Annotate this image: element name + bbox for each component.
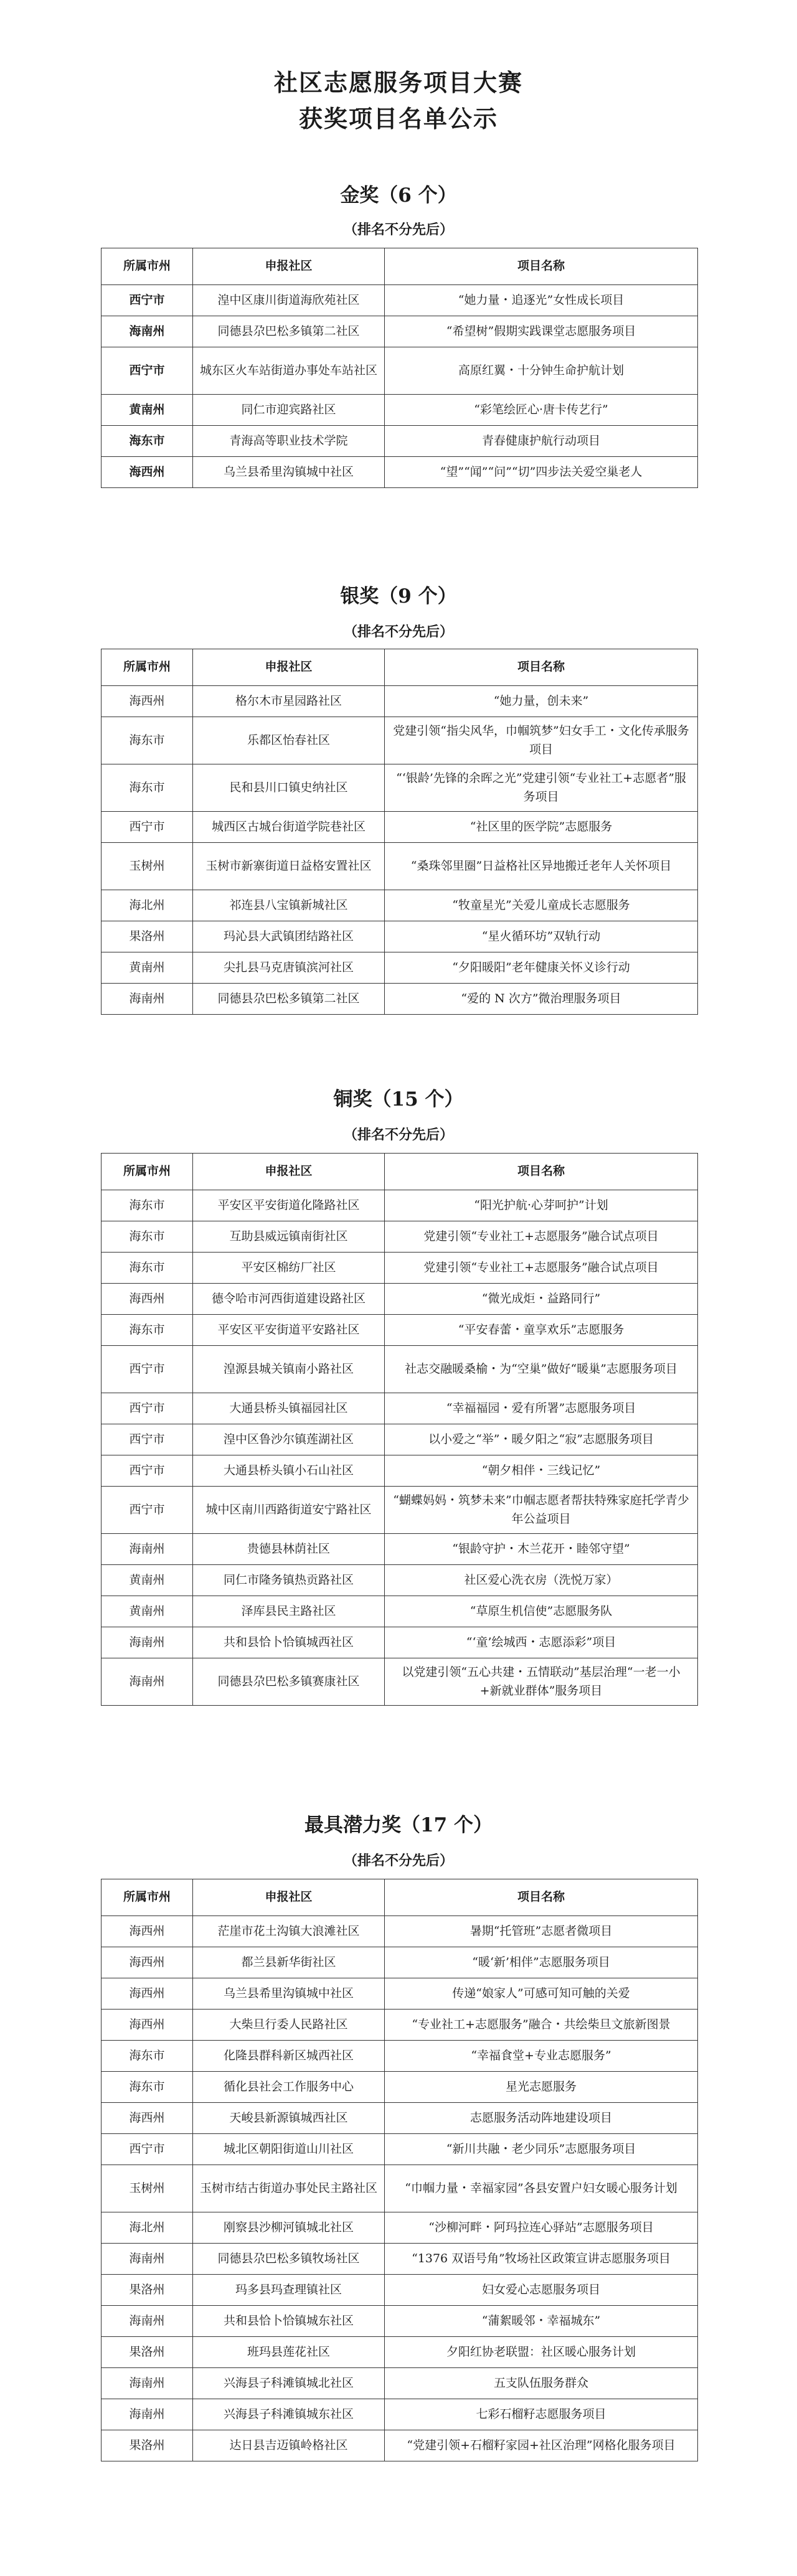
table-row	[101, 2399, 698, 2430]
cell-community: 茫崖市花土沟镇大浪滩社区	[193, 1916, 385, 1947]
cell-community: 城东区火车站街道办事处车站社区	[193, 347, 385, 395]
cell-city: 海东市	[101, 1315, 193, 1346]
table-row	[101, 426, 698, 457]
cell-project: “夕阳暖阳”老年健康关怀义诊行动	[385, 952, 698, 984]
cell-community: 平安区平安街道化隆路社区	[193, 1190, 385, 1221]
cell-project: 社志交融暖桑榆・为“空巢”做好“暖巢”志愿服务项目	[385, 1346, 698, 1393]
cell-community: 同仁市迎宾路社区	[193, 395, 385, 426]
table-row	[101, 1978, 698, 2010]
table-row	[101, 2244, 698, 2275]
cell-city: 西宁市	[101, 812, 193, 843]
table-row	[101, 1253, 698, 1284]
cell-community: 玛沁县大武镇团结路社区	[193, 921, 385, 952]
cell-community: 同德县尕巴松多镇牧场社区	[193, 2244, 385, 2275]
cell-project: 星光志愿服务	[385, 2072, 698, 2103]
cell-project: “爱的 N 次方”微治理服务项目	[385, 984, 698, 1015]
cell-city: 果洛州	[101, 2337, 193, 2368]
table-row	[101, 2134, 698, 2165]
cell-project: “牧童星光”关爱儿童成长志愿服务	[385, 890, 698, 921]
cell-project: 妇女爱心志愿服务项目	[385, 2275, 698, 2306]
cell-city: 玉树州	[101, 2165, 193, 2212]
header-city: 所属市州	[101, 1879, 193, 1916]
cell-community: 湟中区康川街道海欣苑社区	[193, 285, 385, 316]
cell-project: “她力量，创未来”	[385, 686, 698, 717]
cell-city: 西宁市	[101, 1455, 193, 1487]
cell-city: 海南州	[101, 1658, 193, 1706]
cell-community: 同德县尕巴松多镇赛康社区	[193, 1658, 385, 1706]
table-row	[101, 1947, 698, 1978]
cell-project: “星火循环坊”双轨行动	[385, 921, 698, 952]
cell-city: 海西州	[101, 686, 193, 717]
cell-project: “阳光护航·心芽呵护”计划	[385, 1190, 698, 1221]
cell-community: 平安区棉纺厂社区	[193, 1253, 385, 1284]
cell-city: 西宁市	[101, 1346, 193, 1393]
silver-header-row	[101, 649, 698, 686]
cell-community: 刚察县沙柳河镇城北社区	[193, 2212, 385, 2244]
potential-table-body	[101, 1916, 698, 2461]
cell-project: “沙柳河畔・阿玛拉连心驿站”志愿服务项目	[385, 2212, 698, 2244]
silver-table	[101, 649, 698, 1015]
cell-city: 果洛州	[101, 2430, 193, 2461]
cell-community: 同仁市隆务镇热贡路社区	[193, 1565, 385, 1596]
cell-city: 海西州	[101, 1284, 193, 1315]
cell-city: 黄南州	[101, 952, 193, 984]
header-project: 项目名称	[385, 1154, 698, 1190]
gold-award-heading: 金奖（6 个）	[340, 184, 457, 207]
cell-project: “希望树”假期实践课堂志愿服务项目	[385, 316, 698, 347]
table-row	[101, 457, 698, 488]
cell-city: 海西州	[101, 1947, 193, 1978]
cell-city: 黄南州	[101, 1565, 193, 1596]
cell-community: 德令哈市河西街道建设路社区	[193, 1284, 385, 1315]
cell-community: 城北区朝阳街道山川社区	[193, 2134, 385, 2165]
cell-city: 西宁市	[101, 1424, 193, 1455]
silver-award-heading: 银奖（9 个）	[340, 585, 457, 608]
silver-table-body	[101, 686, 698, 1015]
silver-note: （排名不分先后）	[343, 624, 453, 640]
table-row	[101, 1658, 698, 1706]
cell-project: 夕阳红协老联盟：社区暖心服务计划	[385, 2337, 698, 2368]
cell-project: “‘童’绘城西・志愿添彩”项目	[385, 1627, 698, 1658]
cell-project: 七彩石榴籽志愿服务项目	[385, 2399, 698, 2430]
cell-city: 西宁市	[101, 285, 193, 316]
cell-project: 党建引领“专业社工+志愿服务”融合试点项目	[385, 1221, 698, 1253]
table-row	[101, 1315, 698, 1346]
table-row	[101, 2072, 698, 2103]
cell-project: “平安春蕾・童享欢乐”志愿服务	[385, 1315, 698, 1346]
cell-city: 海东市	[101, 764, 193, 812]
cell-project: “‘银龄’先锋的余晖之光”党建引领“专业社工+志愿者”服务项目	[385, 764, 698, 812]
cell-project: 五支队伍服务群众	[385, 2368, 698, 2399]
table-row	[101, 843, 698, 890]
cell-project: “新川共融・老少同乐”志愿服务项目	[385, 2134, 698, 2165]
table-row	[101, 1190, 698, 1221]
table-row	[101, 395, 698, 426]
cell-community: 玉树市新寨街道日益格安置社区	[193, 843, 385, 890]
table-row	[101, 2337, 698, 2368]
table-row	[101, 1565, 698, 1596]
cell-project: 以小爱之“举”・暖夕阳之“寂”志愿服务项目	[385, 1424, 698, 1455]
cell-city: 海南州	[101, 2399, 193, 2430]
cell-community: 班玛县莲花社区	[193, 2337, 385, 2368]
potential-award-heading: 最具潜力奖（17 个）	[304, 1814, 493, 1836]
cell-project: 暑期“托管班”志愿者微项目	[385, 1916, 698, 1947]
table-row	[101, 686, 698, 717]
title-line-1: 社区志愿服务项目大赛	[273, 68, 523, 96]
cell-community: 兴海县子科滩镇城北社区	[193, 2368, 385, 2399]
cell-community: 天峻县新源镇城西社区	[193, 2103, 385, 2134]
potential-header-row	[101, 1879, 698, 1916]
table-row	[101, 984, 698, 1015]
cell-community: 同德县尕巴松多镇第二社区	[193, 984, 385, 1015]
cell-city: 果洛州	[101, 2275, 193, 2306]
cell-community: 泽库县民主路社区	[193, 1596, 385, 1627]
cell-community: 化隆县群科新区城西社区	[193, 2041, 385, 2072]
cell-project: “1376 双语号角”牧场社区政策宣讲志愿服务项目	[385, 2244, 698, 2275]
cell-project: “专业社工+志愿服务”融合・共绘柴旦文旅新图景	[385, 2010, 698, 2041]
cell-city: 西宁市	[101, 1393, 193, 1424]
table-row	[101, 2165, 698, 2212]
cell-city: 海西州	[101, 2103, 193, 2134]
table-row	[101, 2368, 698, 2399]
cell-city: 海东市	[101, 1190, 193, 1221]
cell-community: 民和县川口镇史纳社区	[193, 764, 385, 812]
cell-project: “银龄守护・木兰花开・睦邻守望”	[385, 1534, 698, 1565]
cell-city: 海南州	[101, 316, 193, 347]
cell-project: 高原红翼・十分钟生命护航计划	[385, 347, 698, 395]
cell-project: 社区爱心洗衣房（洗悦万家）	[385, 1565, 698, 1596]
bronze-header-row	[101, 1154, 698, 1190]
bronze-table-body	[101, 1190, 698, 1706]
cell-city: 果洛州	[101, 921, 193, 952]
cell-project: “蒲絮暖邻・幸福城东”	[385, 2306, 698, 2337]
cell-project: “党建引领+石榴籽家园+社区治理”网格化服务项目	[385, 2430, 698, 2461]
cell-community: 大通县桥头镇福园社区	[193, 1393, 385, 1424]
cell-community: 互助县威远镇南街社区	[193, 1221, 385, 1253]
cell-community: 玉树市结古街道办事处民主路社区	[193, 2165, 385, 2212]
potential-note: （排名不分先后）	[343, 1853, 453, 1869]
cell-city: 西宁市	[101, 1487, 193, 1534]
cell-community: 城中区南川西路街道安宁路社区	[193, 1487, 385, 1534]
table-row	[101, 812, 698, 843]
cell-project: “幸福食堂+专业志愿服务”	[385, 2041, 698, 2072]
cell-city: 海南州	[101, 1534, 193, 1565]
cell-city: 海西州	[101, 2010, 193, 2041]
table-row	[101, 1284, 698, 1315]
cell-community: 湟中区鲁沙尔镇莲湖社区	[193, 1424, 385, 1455]
cell-city: 海南州	[101, 2244, 193, 2275]
cell-community: 乐都区怡春社区	[193, 717, 385, 764]
cell-project: 党建引领“指尖风华，巾帼筑梦”妇女手工・文化传承服务项目	[385, 717, 698, 764]
cell-city: 海西州	[101, 1916, 193, 1947]
cell-project: “幸福福园・爱有所署”志愿服务项目	[385, 1393, 698, 1424]
cell-city: 海东市	[101, 1253, 193, 1284]
bronze-table	[101, 1153, 698, 1706]
cell-project: 青春健康护航行动项目	[385, 426, 698, 457]
cell-city: 海南州	[101, 2368, 193, 2399]
cell-community: 城西区古城台街道学院巷社区	[193, 812, 385, 843]
cell-project: “望”“闻”“问”“切”四步法关爱空巢老人	[385, 457, 698, 488]
cell-city: 玉树州	[101, 843, 193, 890]
header-community: 申报社区	[193, 248, 385, 285]
cell-community: 大柴旦行委人民路社区	[193, 2010, 385, 2041]
cell-community: 湟源县城关镇南小路社区	[193, 1346, 385, 1393]
gold-note: （排名不分先后）	[343, 222, 453, 238]
cell-project: “朝夕相伴・三线记忆”	[385, 1455, 698, 1487]
header-project: 项目名称	[385, 248, 698, 285]
table-row	[101, 316, 698, 347]
cell-city: 海东市	[101, 2072, 193, 2103]
table-row	[101, 1424, 698, 1455]
table-row	[101, 2430, 698, 2461]
cell-community: 循化县社会工作服务中心	[193, 2072, 385, 2103]
cell-city: 黄南州	[101, 1596, 193, 1627]
cell-project: “巾帼力量・幸福家园”各县安置户妇女暖心服务计划	[385, 2165, 698, 2212]
cell-project: “蝴蝶妈妈・筑梦未来”巾帼志愿者帮扶特殊家庭托学青少年公益项目	[385, 1487, 698, 1534]
header-community: 申报社区	[193, 1879, 385, 1916]
table-row	[101, 1221, 698, 1253]
cell-city: 海西州	[101, 457, 193, 488]
cell-community: 青海高等职业技术学院	[193, 426, 385, 457]
cell-community: 祁连县八宝镇新城社区	[193, 890, 385, 921]
table-row	[101, 1916, 698, 1947]
table-row	[101, 1487, 698, 1534]
table-row	[101, 1455, 698, 1487]
cell-project: 党建引领“专业社工+志愿服务”融合试点项目	[385, 1253, 698, 1284]
table-row	[101, 717, 698, 764]
title-line-2: 获奖项目名单公示	[298, 105, 498, 133]
potential-table	[101, 1879, 698, 2461]
cell-city: 海东市	[101, 717, 193, 764]
cell-city: 西宁市	[101, 2134, 193, 2165]
cell-city: 海南州	[101, 1627, 193, 1658]
cell-city: 海西州	[101, 1978, 193, 2010]
cell-community: 都兰县新华街社区	[193, 1947, 385, 1978]
cell-project: “桑珠邻里圈”日益格社区异地搬迁老年人关怀项目	[385, 843, 698, 890]
gold-table-body	[101, 285, 698, 488]
table-row	[101, 2041, 698, 2072]
cell-project: 传递“娘家人”可感可知可触的关爱	[385, 1978, 698, 2010]
cell-project: “微光成炬・益路同行”	[385, 1284, 698, 1315]
header-project: 项目名称	[385, 1879, 698, 1916]
cell-community: 达日县吉迈镇岭格社区	[193, 2430, 385, 2461]
cell-community: 平安区平安街道平安路社区	[193, 1315, 385, 1346]
header-city: 所属市州	[101, 1154, 193, 1190]
table-row	[101, 1393, 698, 1424]
table-row	[101, 347, 698, 395]
cell-city: 海东市	[101, 2041, 193, 2072]
cell-project: “暖‘新’相伴”志愿服务项目	[385, 1947, 698, 1978]
cell-community: 格尔木市星园路社区	[193, 686, 385, 717]
cell-community: 兴海县子科滩镇城东社区	[193, 2399, 385, 2430]
table-row	[101, 921, 698, 952]
header-community: 申报社区	[193, 1154, 385, 1190]
cell-community: 尖扎县马克唐镇滨河社区	[193, 952, 385, 984]
cell-city: 海东市	[101, 1221, 193, 1253]
cell-project: “草原生机信使”志愿服务队	[385, 1596, 698, 1627]
table-row	[101, 2103, 698, 2134]
table-row	[101, 890, 698, 921]
cell-project: 志愿服务活动阵地建设项目	[385, 2103, 698, 2134]
cell-project: “她力量・追逐光”女性成长项目	[385, 285, 698, 316]
cell-community: 贵德县林荫社区	[193, 1534, 385, 1565]
cell-city: 西宁市	[101, 347, 193, 395]
cell-community: 大通县桥头镇小石山社区	[193, 1455, 385, 1487]
cell-community: 玛多县玛查理镇社区	[193, 2275, 385, 2306]
header-community: 申报社区	[193, 649, 385, 686]
cell-community: 共和县恰卜恰镇城西社区	[193, 1627, 385, 1658]
cell-community: 共和县恰卜恰镇城东社区	[193, 2306, 385, 2337]
cell-city: 海北州	[101, 2212, 193, 2244]
table-row	[101, 952, 698, 984]
table-row	[101, 764, 698, 812]
gold-header-row	[101, 248, 698, 285]
cell-city: 黄南州	[101, 395, 193, 426]
cell-community: 乌兰县希里沟镇城中社区	[193, 457, 385, 488]
table-row	[101, 2306, 698, 2337]
table-row	[101, 2212, 698, 2244]
cell-community: 同德县尕巴松多镇第二社区	[193, 316, 385, 347]
table-row	[101, 2275, 698, 2306]
table-row	[101, 1627, 698, 1658]
header-project: 项目名称	[385, 649, 698, 686]
table-row	[101, 2010, 698, 2041]
bronze-award-heading: 铜奖（15 个）	[333, 1088, 464, 1111]
cell-city: 海北州	[101, 890, 193, 921]
table-row	[101, 1596, 698, 1627]
cell-project: “社区里的医学院”志愿服务	[385, 812, 698, 843]
cell-project: 以党建引领“五心共建・五情联动”基层治理“一老一小+新就业群体”服务项目	[385, 1658, 698, 1706]
bronze-note: （排名不分先后）	[343, 1127, 453, 1143]
cell-city: 海南州	[101, 2306, 193, 2337]
cell-project: “彩笔绘匠心·唐卡传艺行”	[385, 395, 698, 426]
table-row	[101, 285, 698, 316]
header-city: 所属市州	[101, 649, 193, 686]
header-city: 所属市州	[101, 248, 193, 285]
cell-city: 海东市	[101, 426, 193, 457]
cell-city: 海南州	[101, 984, 193, 1015]
cell-community: 乌兰县希里沟镇城中社区	[193, 1978, 385, 2010]
table-row	[101, 1346, 698, 1393]
gold-table	[101, 248, 698, 488]
table-row	[101, 1534, 698, 1565]
